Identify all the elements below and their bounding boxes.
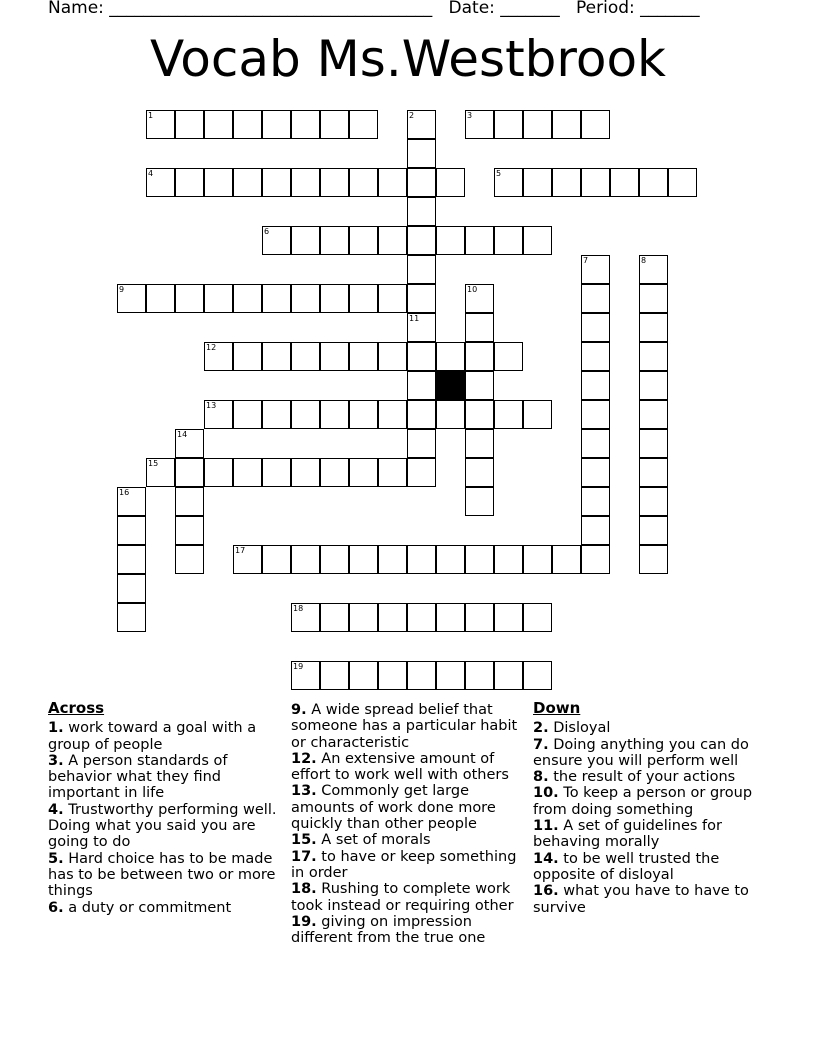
grid-cell[interactable] <box>523 400 552 429</box>
grid-cell[interactable] <box>581 429 610 458</box>
grid-cell[interactable] <box>349 226 378 255</box>
clue-text: Hard choice has to be made has to be between two or more things <box>48 850 276 900</box>
clue-num: 15. <box>291 832 317 849</box>
clue-item <box>291 849 529 882</box>
grid-cell[interactable] <box>465 110 494 139</box>
grid-cell[interactable] <box>262 168 291 197</box>
grid-cell[interactable] <box>262 342 291 371</box>
grid-cell[interactable] <box>320 284 349 313</box>
grid-cell[interactable] <box>494 545 523 574</box>
grid-cell[interactable] <box>146 168 175 197</box>
clue-num: 3. <box>48 752 64 769</box>
clue-item <box>291 881 529 914</box>
down-clues-column <box>533 700 771 916</box>
clue-text: An extensive amount of effort to work well with others <box>291 750 509 784</box>
clue-item <box>533 883 771 916</box>
grid-cell[interactable] <box>581 342 610 371</box>
grid-cell[interactable] <box>349 545 378 574</box>
grid-cell[interactable] <box>291 110 320 139</box>
grid-cell[interactable] <box>146 110 175 139</box>
grid-cell[interactable] <box>117 545 146 574</box>
grid-cell[interactable] <box>494 168 523 197</box>
grid-cell[interactable] <box>639 400 668 429</box>
grid-cell[interactable] <box>291 458 320 487</box>
grid-cell[interactable] <box>349 342 378 371</box>
grid-cell[interactable] <box>465 371 494 400</box>
grid-cell[interactable] <box>639 342 668 371</box>
grid-cell[interactable] <box>175 168 204 197</box>
grid-cell[interactable] <box>407 661 436 690</box>
clue-num: 8. <box>533 769 549 786</box>
grid-cell[interactable] <box>349 110 378 139</box>
grid-cell[interactable] <box>581 255 610 284</box>
grid-cell[interactable] <box>523 545 552 574</box>
grid-cell[interactable] <box>581 313 610 342</box>
grid-cell[interactable] <box>552 110 581 139</box>
grid-cell[interactable] <box>204 284 233 313</box>
grid-cell[interactable] <box>378 342 407 371</box>
grid-cell[interactable] <box>581 371 610 400</box>
grid-cell[interactable] <box>523 226 552 255</box>
grid-cell[interactable] <box>349 661 378 690</box>
grid-cell[interactable] <box>262 284 291 313</box>
grid-cell[interactable] <box>175 516 204 545</box>
grid-cell[interactable] <box>204 458 233 487</box>
clue-num: 1. <box>48 720 64 737</box>
clue-number: 6 <box>264 227 270 236</box>
grid-cell[interactable] <box>436 342 465 371</box>
grid-cell[interactable] <box>291 400 320 429</box>
name-line[interactable]: ______________________________________ <box>109 0 433 18</box>
grid-cell[interactable] <box>320 458 349 487</box>
clue-num: 2. <box>533 720 549 737</box>
grid-cell[interactable] <box>378 458 407 487</box>
grid-cell[interactable] <box>349 284 378 313</box>
clue-number: 17 <box>235 546 246 555</box>
grid-cell[interactable] <box>233 400 262 429</box>
grid-cell[interactable] <box>465 458 494 487</box>
clue-text: A set of guidelines for behaving morally <box>533 818 722 851</box>
clue-text: Commonly get large amounts of work done more quickly than other people <box>291 783 496 833</box>
clue-text: A person standards of behavior what they find important in life <box>48 752 228 802</box>
clue-item <box>48 720 286 753</box>
grid-cell[interactable] <box>117 516 146 545</box>
clue-number: 19 <box>293 662 304 671</box>
clue-num: 7. <box>533 736 549 753</box>
clue-text: A wide spread belief that someone has a particular habit or characteristic <box>291 702 518 751</box>
grid-cell[interactable] <box>581 545 610 574</box>
grid-cell[interactable] <box>378 545 407 574</box>
grid-cell[interactable] <box>291 603 320 632</box>
grid-cell[interactable] <box>175 487 204 516</box>
grid-cell[interactable] <box>407 603 436 632</box>
grid-cell[interactable] <box>233 168 262 197</box>
grid-cell[interactable] <box>465 545 494 574</box>
grid-cell[interactable] <box>262 226 291 255</box>
clue-text: what you have to have to survive <box>533 883 749 916</box>
grid-cell[interactable] <box>581 110 610 139</box>
clue-num: 19. <box>291 913 317 930</box>
grid-cell[interactable] <box>581 516 610 545</box>
clue-item <box>533 769 771 785</box>
grid-cell[interactable] <box>407 400 436 429</box>
clue-num: 9. <box>291 702 307 718</box>
grid-cell[interactable] <box>349 603 378 632</box>
clue-number: 12 <box>206 343 217 352</box>
clue-item <box>291 751 529 784</box>
down-heading: Down <box>533 699 581 717</box>
grid-cell[interactable] <box>639 487 668 516</box>
grid-cell[interactable] <box>175 458 204 487</box>
clue-number: 9 <box>119 285 125 294</box>
clue-text: the result of your actions <box>553 769 736 786</box>
grid-cell[interactable] <box>436 400 465 429</box>
clue-num: 13. <box>291 783 317 800</box>
clue-text: to have or keep something in order <box>291 848 517 881</box>
grid-cell[interactable] <box>146 458 175 487</box>
grid-cell[interactable] <box>291 545 320 574</box>
clue-text: To keep a person or group from doing something <box>533 785 753 818</box>
grid-cell[interactable] <box>639 313 668 342</box>
grid-cell[interactable] <box>320 545 349 574</box>
grid-cell[interactable] <box>204 342 233 371</box>
clue-number: 1 <box>148 111 154 120</box>
grid-cell[interactable] <box>465 603 494 632</box>
grid-cell[interactable] <box>610 168 639 197</box>
clue-text: to be well trusted the opposite of disloyal <box>533 850 720 883</box>
clue-number: 18 <box>293 604 304 613</box>
clue-num: 18. <box>291 881 317 898</box>
clue-num: 14. <box>533 850 559 867</box>
grid-cell[interactable] <box>581 487 610 516</box>
grid-cell[interactable] <box>639 168 668 197</box>
across-clue-list-continued <box>291 702 529 946</box>
grid-cell[interactable] <box>320 226 349 255</box>
down-clue-list <box>533 720 771 916</box>
clue-num: 17. <box>291 848 317 865</box>
grid-cell[interactable] <box>262 458 291 487</box>
clue-item <box>291 914 529 947</box>
grid-cell[interactable] <box>407 545 436 574</box>
grid-cell[interactable] <box>639 516 668 545</box>
grid-cell[interactable] <box>639 429 668 458</box>
grid-cell[interactable] <box>552 168 581 197</box>
grid-cell[interactable] <box>465 226 494 255</box>
clue-number: 5 <box>496 169 502 178</box>
grid-cell[interactable] <box>407 458 436 487</box>
clue-num: 11. <box>533 818 559 835</box>
grid-cell[interactable] <box>349 168 378 197</box>
grid-cell[interactable] <box>523 168 552 197</box>
grid-cell[interactable] <box>175 284 204 313</box>
grid-cell[interactable] <box>291 168 320 197</box>
grid-cell[interactable] <box>233 458 262 487</box>
grid-cell[interactable] <box>407 110 436 139</box>
clue-item <box>48 900 286 916</box>
clue-number: 2 <box>409 111 415 120</box>
grid-cell[interactable] <box>407 342 436 371</box>
clue-number: 13 <box>206 401 217 410</box>
period-line[interactable]: _______ <box>640 0 700 18</box>
grid-cell[interactable] <box>378 661 407 690</box>
grid-cell[interactable] <box>407 284 436 313</box>
grid-cell[interactable] <box>494 110 523 139</box>
grid-cell[interactable] <box>320 603 349 632</box>
grid-cell[interactable] <box>465 429 494 458</box>
grid-cell[interactable] <box>494 226 523 255</box>
grid-cell[interactable] <box>378 226 407 255</box>
grid-cell[interactable] <box>407 371 436 400</box>
clue-item <box>533 720 771 736</box>
grid-cell[interactable] <box>465 342 494 371</box>
date-line[interactable]: _______ <box>500 0 560 18</box>
grid-cell[interactable] <box>233 284 262 313</box>
grid-cell[interactable] <box>581 168 610 197</box>
clue-item <box>48 802 286 851</box>
grid-cell[interactable] <box>233 110 262 139</box>
grid-cell[interactable] <box>581 400 610 429</box>
grid-cell[interactable] <box>262 400 291 429</box>
grid-cell[interactable] <box>320 168 349 197</box>
grid-cell[interactable] <box>349 400 378 429</box>
clue-item <box>533 818 771 851</box>
grid-cell[interactable] <box>436 226 465 255</box>
grid-cell[interactable] <box>639 458 668 487</box>
grid-cell[interactable] <box>378 284 407 313</box>
grid-cell[interactable] <box>378 168 407 197</box>
grid-cell[interactable] <box>117 487 146 516</box>
clue-number: 10 <box>467 285 478 294</box>
across-heading: Across <box>48 699 105 717</box>
grid-cell[interactable] <box>291 342 320 371</box>
clue-num: 16. <box>533 883 559 900</box>
across-clues-column <box>48 700 286 916</box>
black-square <box>436 371 465 400</box>
grid-cell[interactable] <box>581 284 610 313</box>
grid-cell[interactable] <box>262 110 291 139</box>
grid-cell[interactable] <box>117 574 146 603</box>
grid-cell[interactable] <box>436 168 465 197</box>
grid-cell[interactable] <box>175 429 204 458</box>
grid-cell[interactable] <box>233 342 262 371</box>
grid-cell[interactable] <box>465 313 494 342</box>
clue-item <box>291 702 529 751</box>
grid-cell[interactable] <box>291 226 320 255</box>
grid-cell[interactable] <box>465 400 494 429</box>
clue-number: 15 <box>148 459 159 468</box>
clue-item <box>291 832 529 848</box>
clue-num: 12. <box>291 750 317 767</box>
clue-number: 16 <box>119 488 130 497</box>
grid-cell[interactable] <box>407 429 436 458</box>
clue-item <box>533 785 771 818</box>
grid-cell[interactable] <box>465 661 494 690</box>
grid-cell[interactable] <box>639 255 668 284</box>
clue-text: A set of morals <box>321 832 431 849</box>
clue-num: 5. <box>48 850 64 867</box>
grid-cell[interactable] <box>204 110 233 139</box>
grid-cell[interactable] <box>407 313 436 342</box>
grid-cell[interactable] <box>117 603 146 632</box>
clue-number: 4 <box>148 169 154 178</box>
clue-item <box>48 753 286 802</box>
grid-cell[interactable] <box>320 400 349 429</box>
grid-cell[interactable] <box>494 661 523 690</box>
grid-cell[interactable] <box>291 284 320 313</box>
clue-number: 11 <box>409 314 420 323</box>
grid-cell[interactable] <box>639 284 668 313</box>
grid-cell[interactable] <box>204 400 233 429</box>
grid-cell[interactable] <box>494 342 523 371</box>
across-clues-column-2 <box>291 702 529 946</box>
grid-cell[interactable] <box>320 110 349 139</box>
grid-cell[interactable] <box>320 661 349 690</box>
clue-text: Trustworthy performing well. Doing what you said you are going to do <box>48 801 277 851</box>
clue-text: Disloyal <box>553 720 611 737</box>
clue-item <box>48 851 286 900</box>
grid-cell[interactable] <box>494 400 523 429</box>
period-label: Period: <box>576 0 635 18</box>
clue-number: 14 <box>177 430 188 439</box>
page-title: Vocab Ms.Westbrook <box>149 30 666 88</box>
grid-cell[interactable] <box>523 603 552 632</box>
grid-cell[interactable] <box>639 371 668 400</box>
clue-number: 3 <box>467 111 473 120</box>
grid-cell[interactable] <box>175 110 204 139</box>
grid-cell[interactable] <box>146 284 175 313</box>
grid-cell[interactable] <box>436 603 465 632</box>
grid-cell[interactable] <box>407 226 436 255</box>
clue-item <box>533 851 771 884</box>
grid-cell[interactable] <box>378 400 407 429</box>
grid-cell[interactable] <box>204 168 233 197</box>
grid-cell[interactable] <box>378 603 407 632</box>
grid-cell[interactable] <box>349 458 378 487</box>
clue-num: 6. <box>48 899 64 916</box>
grid-cell[interactable] <box>117 284 146 313</box>
grid-cell[interactable] <box>639 545 668 574</box>
grid-cell[interactable] <box>436 545 465 574</box>
clue-text: Doing anything you can do ensure you will perform well <box>533 736 749 769</box>
clue-number: 8 <box>641 256 647 265</box>
grid-cell[interactable] <box>581 458 610 487</box>
grid-cell[interactable] <box>494 603 523 632</box>
grid-cell[interactable] <box>407 168 436 197</box>
grid-cell[interactable] <box>233 545 262 574</box>
grid-cell[interactable] <box>407 255 436 284</box>
grid-cell[interactable] <box>291 661 320 690</box>
grid-cell[interactable] <box>407 139 436 168</box>
grid-cell[interactable] <box>262 545 291 574</box>
clue-num: 10. <box>533 785 559 802</box>
grid-cell[interactable] <box>465 284 494 313</box>
grid-cell[interactable] <box>320 342 349 371</box>
clue-text: work toward a goal with a group of people <box>48 720 257 753</box>
clue-item <box>533 737 771 770</box>
grid-cell[interactable] <box>407 197 436 226</box>
clue-num: 4. <box>48 801 64 818</box>
across-clue-list <box>48 720 286 916</box>
grid-cell[interactable] <box>523 661 552 690</box>
clue-text: giving on impression different from the true one <box>291 913 486 947</box>
date-label: Date: <box>448 0 495 18</box>
grid-cell[interactable] <box>465 487 494 516</box>
grid-cell[interactable] <box>668 168 697 197</box>
grid-cell[interactable] <box>175 545 204 574</box>
grid-cell[interactable] <box>552 545 581 574</box>
clue-text: Rushing to complete work took instead or requiring other <box>291 881 514 914</box>
clue-number: 7 <box>583 256 589 265</box>
clue-item <box>291 783 529 832</box>
grid-cell[interactable] <box>436 661 465 690</box>
clue-text: a duty or commitment <box>68 899 232 916</box>
grid-cell[interactable] <box>523 110 552 139</box>
name-label: Name: <box>48 0 104 18</box>
